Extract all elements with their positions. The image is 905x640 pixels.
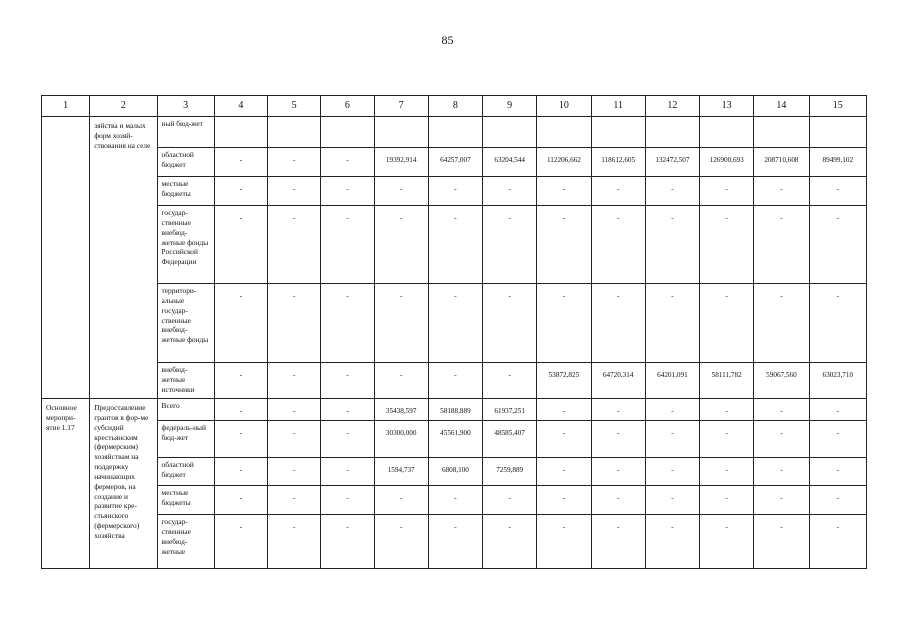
value-cell: -: [214, 421, 267, 458]
funding-source-cell: территори-альные государ-ственные внебюд-жетные фонды: [157, 284, 214, 363]
value-cell: [428, 117, 482, 148]
value-cell: -: [537, 177, 591, 206]
value-cell: -: [700, 399, 754, 421]
value-cell: -: [374, 284, 428, 363]
value-cell: [754, 117, 809, 148]
value-cell: -: [645, 399, 699, 421]
value-cell: -: [428, 515, 482, 569]
value-cell: [268, 117, 321, 148]
value-cell: 19392,914: [374, 148, 428, 177]
value-cell: -: [754, 421, 809, 458]
value-cell: 30300,000: [374, 421, 428, 458]
value-cell: -: [809, 177, 866, 206]
value-cell: -: [591, 421, 645, 458]
value-cell: -: [809, 399, 866, 421]
value-cell: -: [214, 177, 267, 206]
table-row: [42, 177, 867, 206]
value-cell: -: [214, 399, 267, 421]
value-cell: -: [754, 458, 809, 486]
value-cell: -: [321, 148, 374, 177]
table-row: [42, 148, 867, 177]
funding-source-cell: внебюд-жетные источники: [157, 363, 214, 399]
value-cell: [321, 117, 374, 148]
funding-source-cell: областной бюджет: [157, 148, 214, 177]
value-cell: 208710,608: [754, 148, 809, 177]
value-cell: -: [268, 486, 321, 515]
value-cell: -: [754, 206, 809, 284]
value-cell: -: [321, 284, 374, 363]
value-cell: -: [809, 284, 866, 363]
value-cell: [809, 117, 866, 148]
table-row: [42, 363, 867, 399]
value-cell: -: [645, 177, 699, 206]
value-cell: -: [268, 458, 321, 486]
value-cell: -: [321, 515, 374, 569]
value-cell: -: [537, 486, 591, 515]
value-cell: -: [321, 363, 374, 399]
column-number-cell: 8: [428, 96, 482, 117]
value-cell: -: [591, 206, 645, 284]
value-cell: 64257,007: [428, 148, 482, 177]
funding-source-cell: областной бюджет: [157, 458, 214, 486]
column-number-cell: 10: [537, 96, 591, 117]
value-cell: -: [374, 206, 428, 284]
table-row: [42, 458, 867, 486]
column-number-cell: 14: [754, 96, 809, 117]
value-cell: -: [809, 206, 866, 284]
value-cell: 58111,782: [700, 363, 754, 399]
funding-source-cell: местные бюджеты: [157, 486, 214, 515]
value-cell: -: [809, 421, 866, 458]
value-cell: [374, 117, 428, 148]
value-cell: -: [428, 363, 482, 399]
value-cell: -: [483, 177, 537, 206]
value-cell: -: [268, 206, 321, 284]
value-cell: -: [754, 399, 809, 421]
column-number-cell: 9: [483, 96, 537, 117]
value-cell: -: [428, 486, 482, 515]
value-cell: 64720,314: [591, 363, 645, 399]
measure-name-cell: зяйства и малых форм хозяй-ствования на селе: [90, 117, 157, 399]
value-cell: -: [321, 206, 374, 284]
value-cell: 118612,605: [591, 148, 645, 177]
funding-source-cell: местные бюджеты: [157, 177, 214, 206]
value-cell: 58188,889: [428, 399, 482, 421]
value-cell: -: [268, 284, 321, 363]
value-cell: 63023,710: [809, 363, 866, 399]
value-cell: -: [591, 284, 645, 363]
value-cell: [214, 117, 267, 148]
value-cell: 61937,251: [483, 399, 537, 421]
measure-code-cell: [42, 117, 90, 399]
column-number-row: [42, 96, 867, 117]
value-cell: [591, 117, 645, 148]
table-row: [42, 486, 867, 515]
measure-code-cell: Основное меропри-ятие 1.17: [42, 399, 90, 569]
value-cell: -: [321, 177, 374, 206]
column-number-cell: 12: [645, 96, 699, 117]
table-row: [42, 515, 867, 569]
value-cell: -: [537, 515, 591, 569]
value-cell: -: [268, 148, 321, 177]
value-cell: -: [754, 177, 809, 206]
funding-source-cell: федераль-ный бюд-жет: [157, 421, 214, 458]
page-number: 85: [441, 33, 454, 47]
value-cell: -: [483, 363, 537, 399]
value-cell: -: [428, 177, 482, 206]
column-number-cell: 2: [90, 96, 157, 117]
value-cell: -: [374, 515, 428, 569]
value-cell: 6808,100: [428, 458, 482, 486]
value-cell: -: [591, 399, 645, 421]
value-cell: -: [321, 421, 374, 458]
table-row: [42, 117, 867, 148]
value-cell: -: [214, 458, 267, 486]
value-cell: -: [321, 399, 374, 421]
value-cell: [700, 117, 754, 148]
value-cell: [537, 117, 591, 148]
value-cell: -: [700, 486, 754, 515]
value-cell: 48585,407: [483, 421, 537, 458]
table-row: [42, 399, 867, 421]
value-cell: 126900,693: [700, 148, 754, 177]
value-cell: 64201,091: [645, 363, 699, 399]
column-number-cell: 5: [268, 96, 321, 117]
column-number-cell: 3: [157, 96, 214, 117]
value-cell: -: [537, 206, 591, 284]
value-cell: 89499,102: [809, 148, 866, 177]
column-number-cell: 6: [321, 96, 374, 117]
value-cell: -: [700, 206, 754, 284]
funding-source-cell: ный бюд-жет: [157, 117, 214, 148]
value-cell: 7259,889: [483, 458, 537, 486]
value-cell: -: [645, 458, 699, 486]
value-cell: -: [809, 515, 866, 569]
value-cell: -: [483, 206, 537, 284]
value-cell: -: [537, 458, 591, 486]
value-cell: -: [428, 284, 482, 363]
value-cell: -: [809, 458, 866, 486]
value-cell: -: [483, 515, 537, 569]
funding-source-cell: государ-ственные внебюд-жетные фонды Российской Федерации: [157, 206, 214, 284]
value-cell: -: [645, 515, 699, 569]
value-cell: -: [591, 458, 645, 486]
value-cell: -: [483, 486, 537, 515]
value-cell: 45561,900: [428, 421, 482, 458]
value-cell: -: [754, 284, 809, 363]
value-cell: -: [483, 284, 537, 363]
value-cell: -: [591, 486, 645, 515]
value-cell: -: [591, 515, 645, 569]
value-cell: -: [428, 206, 482, 284]
column-number-cell: 7: [374, 96, 428, 117]
value-cell: 35438,597: [374, 399, 428, 421]
value-cell: [645, 117, 699, 148]
value-cell: -: [700, 515, 754, 569]
value-cell: -: [700, 421, 754, 458]
value-cell: 59067,560: [754, 363, 809, 399]
value-cell: -: [214, 284, 267, 363]
column-number-cell: 1: [42, 96, 90, 117]
value-cell: -: [700, 458, 754, 486]
value-cell: -: [645, 206, 699, 284]
value-cell: -: [645, 421, 699, 458]
column-number-cell: 15: [809, 96, 866, 117]
value-cell: -: [214, 486, 267, 515]
value-cell: -: [268, 399, 321, 421]
column-number-cell: 11: [591, 96, 645, 117]
value-cell: 53872,825: [537, 363, 591, 399]
value-cell: -: [374, 177, 428, 206]
value-cell: 132472,507: [645, 148, 699, 177]
measure-name-cell: Предоставление грантов в фор-ме субсидий крестьянским (фермерским) хозяйствам на поддержку начинающих фермеров, на создание и развитие кре-стьянского (фермерского) хозяйства: [90, 399, 157, 569]
value-cell: -: [321, 458, 374, 486]
value-cell: -: [645, 486, 699, 515]
value-cell: -: [214, 515, 267, 569]
value-cell: -: [754, 515, 809, 569]
value-cell: [483, 117, 537, 148]
value-cell: -: [537, 284, 591, 363]
value-cell: -: [268, 363, 321, 399]
value-cell: -: [754, 486, 809, 515]
value-cell: -: [591, 177, 645, 206]
value-cell: -: [537, 421, 591, 458]
budget-table: [41, 95, 867, 569]
value-cell: 63204,544: [483, 148, 537, 177]
value-cell: -: [700, 284, 754, 363]
value-cell: -: [374, 363, 428, 399]
value-cell: -: [268, 515, 321, 569]
table-row: [42, 421, 867, 458]
column-number-cell: 13: [700, 96, 754, 117]
value-cell: -: [268, 177, 321, 206]
table-row: [42, 284, 867, 363]
value-cell: -: [700, 177, 754, 206]
funding-source-cell: Всего: [157, 399, 214, 421]
value-cell: 112206,662: [537, 148, 591, 177]
value-cell: -: [809, 486, 866, 515]
value-cell: -: [321, 486, 374, 515]
value-cell: -: [214, 148, 267, 177]
value-cell: -: [214, 363, 267, 399]
value-cell: 1594,737: [374, 458, 428, 486]
value-cell: -: [645, 284, 699, 363]
value-cell: -: [374, 486, 428, 515]
table-row: [42, 206, 867, 284]
value-cell: -: [537, 399, 591, 421]
value-cell: -: [214, 206, 267, 284]
value-cell: -: [268, 421, 321, 458]
funding-source-cell: государ-ственные внебюд-жетные: [157, 515, 214, 569]
column-number-cell: 4: [214, 96, 267, 117]
